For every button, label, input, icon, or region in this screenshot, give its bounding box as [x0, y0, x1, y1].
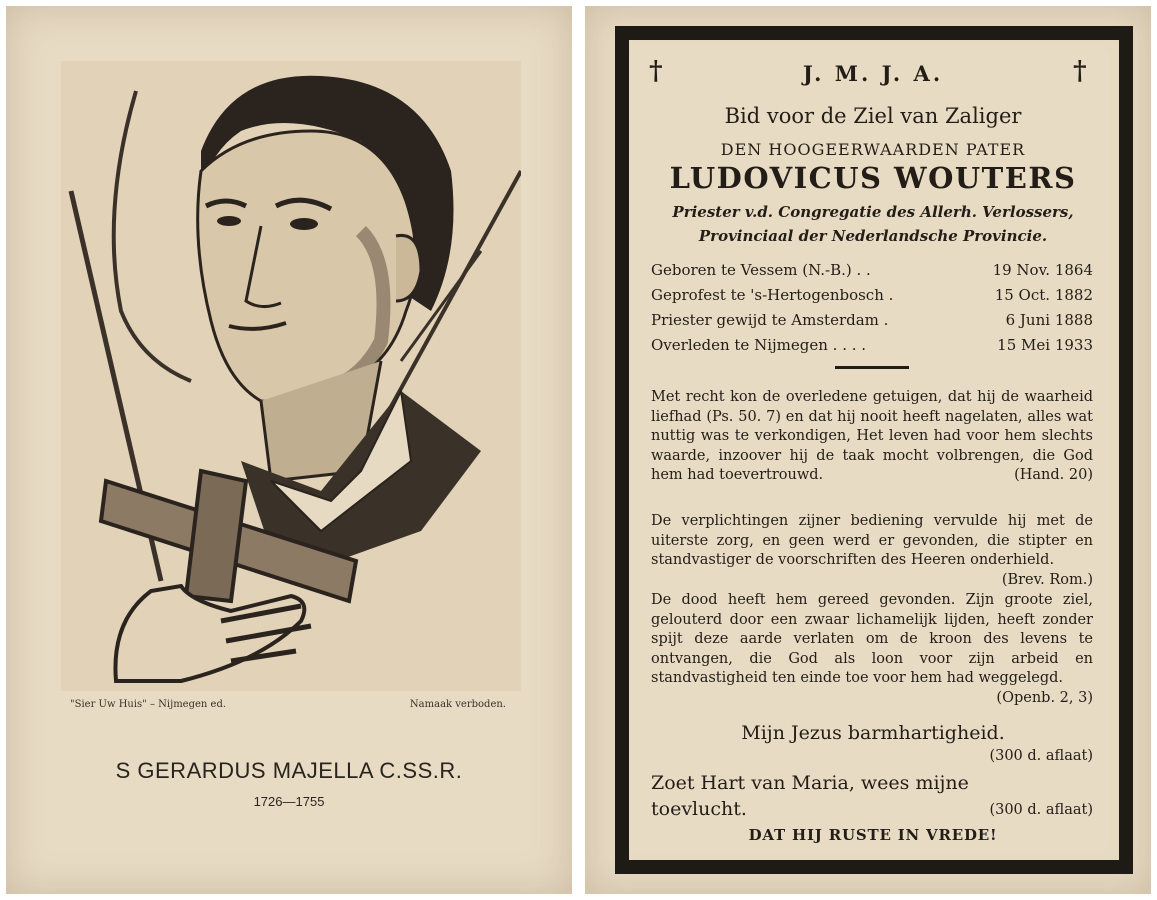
life-date: 15 Oct. 1882: [994, 286, 1093, 304]
prayer-line-1: Mijn Jezus barmhartigheid.: [741, 722, 1005, 744]
life-date: 19 Nov. 1864: [992, 261, 1093, 279]
paragraph-text: De dood heeft hem gereed gevonden. Zijn groote ziel, gelouterd door een zwaar lichamelijk lijden, heeft zonder spijt deze aarde verlaten om de kroon des levens te ontvangen, die God als loon voor zijn arbeid en standvastigheid ten einde toe voor hem had weggelegd.: [651, 592, 1093, 686]
saint-years: 1726—1755: [253, 794, 325, 809]
role-line-1: Priester v.d. Congregatie des Allerh. Verlossers,: [672, 203, 1074, 221]
life-event: Geboren te Vessem (N.-B.) . .: [651, 261, 871, 279]
life-event: Overleden te Nijmegen . . . .: [651, 336, 867, 354]
prayer-card-front: [6, 6, 572, 894]
cross-icon-right: †: [1073, 56, 1087, 86]
section-divider: [835, 366, 909, 369]
header-initials: J. M. J. A.: [802, 61, 944, 86]
life-event-row: [651, 261, 1093, 279]
life-date: 6 Juni 1888: [1005, 311, 1093, 329]
paragraph-1: [651, 388, 1093, 486]
life-event-row: [651, 311, 1093, 329]
role-line-2: Provinciaal der Nederlandsche Provincie.: [698, 227, 1048, 245]
saint-portrait-drawing: [61, 61, 521, 691]
deceased-name: LUDOVICUS WOUTERS: [669, 161, 1077, 195]
indulgence-note-1: (300 d. aflaat): [989, 748, 1093, 764]
life-event: Geprofest te 's-Hertogenbosch .: [651, 286, 894, 304]
paragraph-2: [651, 512, 1093, 590]
publisher-credit: "Sier Uw Huis" – Nijmegen ed.: [70, 699, 227, 710]
life-event-row: [651, 286, 1093, 304]
closing-line: DAT HIJ RUSTE IN VREDE!: [748, 826, 998, 844]
saint-name: S GERARDUS MAJELLA C.SS.R.: [115, 758, 463, 783]
life-date: 15 Mei 1933: [997, 336, 1093, 354]
scripture-reference: (Hand. 20): [1014, 467, 1093, 483]
scripture-reference: (Brev. Rom.): [1001, 571, 1093, 588]
honorific-title: DEN HOOGEERWAARDEN PATER: [720, 140, 1026, 159]
prayer-line-2: Zoet Hart van Maria, wees mijne: [651, 772, 969, 794]
life-event-row: [651, 336, 1093, 354]
indulgence-note-2: (300 d. aflaat): [989, 802, 1093, 818]
scripture-reference: (Openb. 2, 3): [996, 689, 1093, 706]
prayer-card-back: [585, 6, 1151, 894]
copy-notice: Namaak verboden.: [409, 699, 506, 710]
prayer-line-3: toevlucht.: [651, 798, 747, 820]
paragraph-text: Met recht kon de overledene getuigen, dat hij de waarheid liefhad (Ps. 50. 7) en dat hij nooit heeft nagelaten, alles wat nuttig was te verkondigen, Het leven had voor hem slechts waarde, inzoover hij de taak mocht volbrengen, die God hem had toevertrouwd.: [651, 389, 1093, 483]
prayer-request: Bid voor de Ziel van Zaliger: [724, 104, 1022, 128]
paragraph-text: De verplichtingen zijner bediening vervulde hij met de uiterste zorg, en geen werd er gevonden, die stipter en standvastiger de voorschriften des Heeren onderhield.: [651, 513, 1093, 568]
paragraph-3: [651, 591, 1093, 708]
cross-icon-left: †: [649, 56, 663, 86]
life-event: Priester gewijd te Amsterdam .: [651, 311, 889, 329]
